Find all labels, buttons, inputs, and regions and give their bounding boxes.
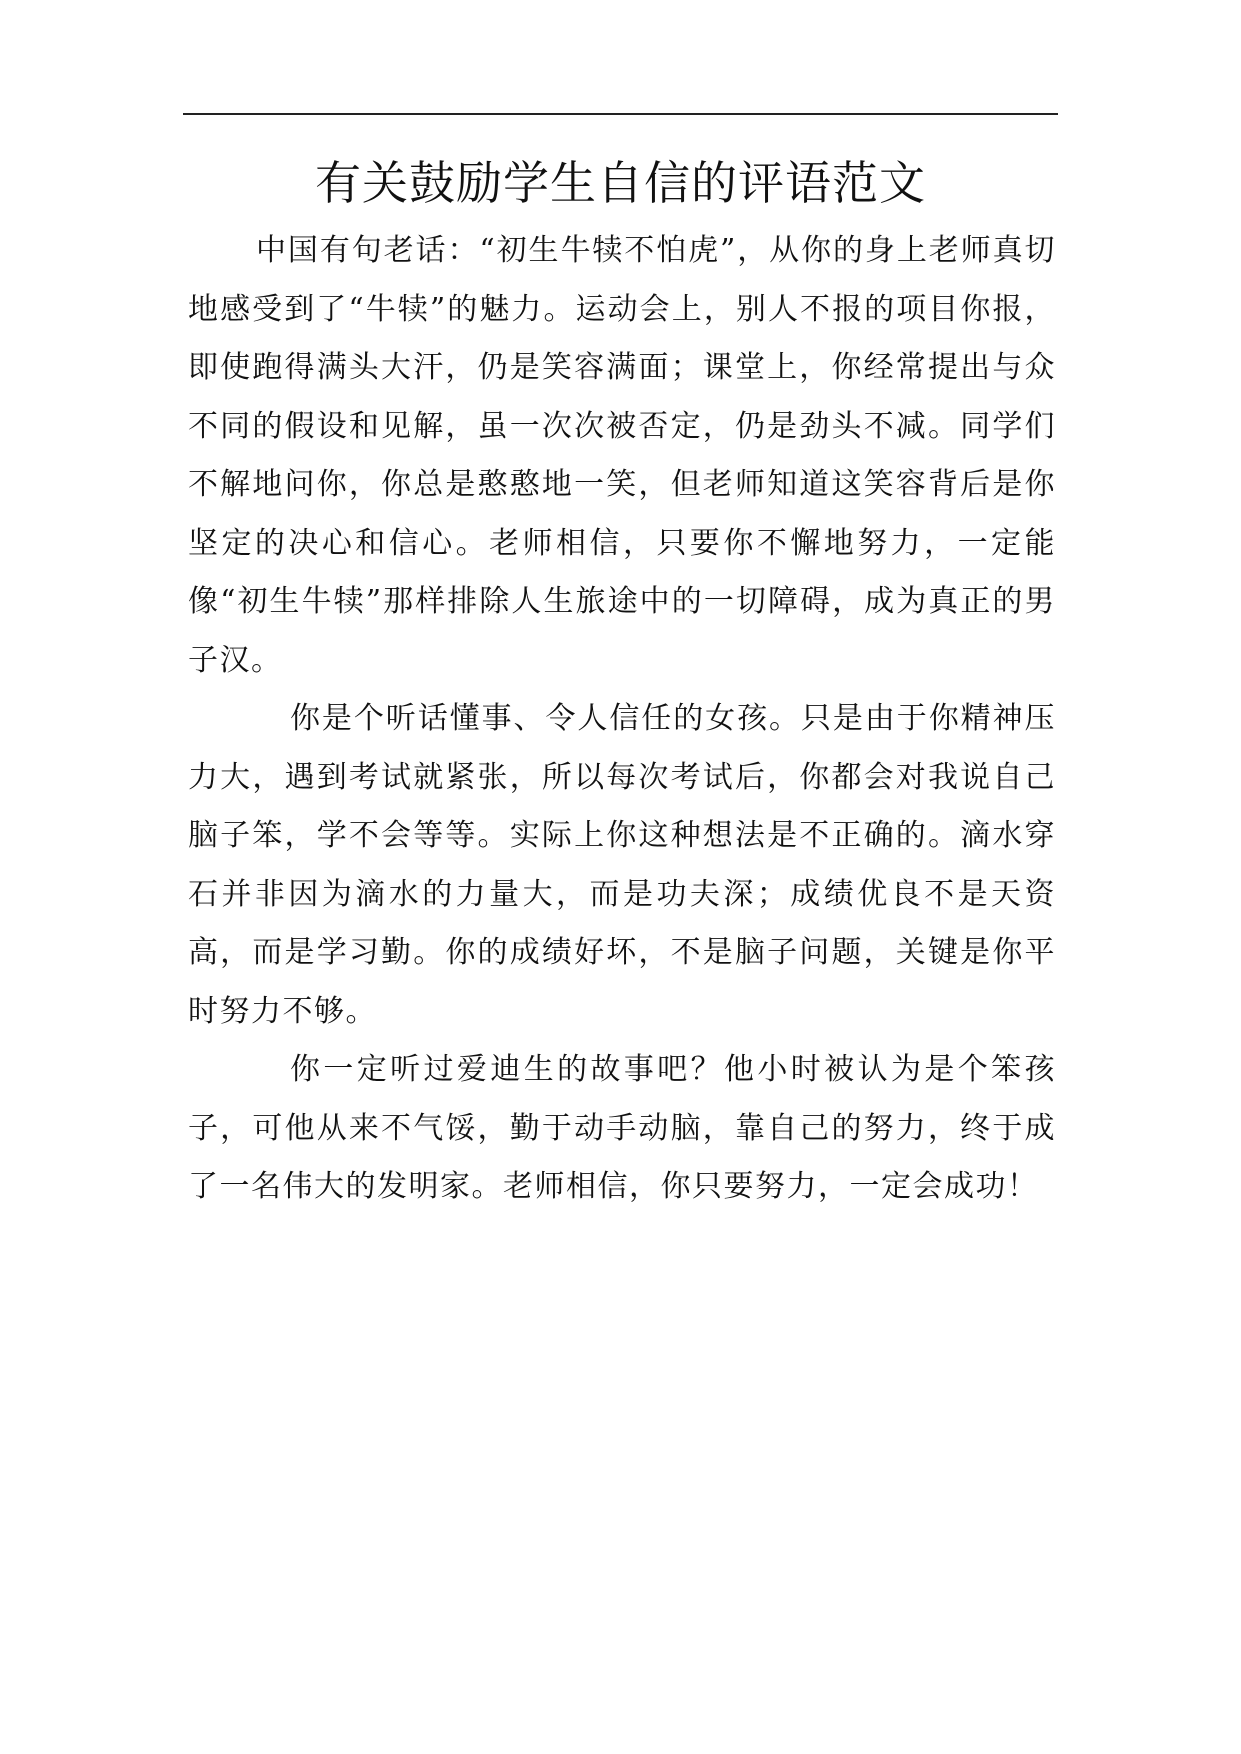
header-rule <box>183 113 1058 115</box>
paragraph-3: 你一定听过爱迪生的故事吧？他小时被认为是个笨孩子，可他从来不气馁，勤于动手动脑，靠自己的努力，终于成了一名伟大的发明家。老师相信，你只要努力，一定会成功！ <box>188 1052 1056 1204</box>
document-title: 有关鼓励学生自信的评语范文 <box>315 156 926 210</box>
document-body <box>188 222 1056 1217</box>
paragraph-1: 中国有句老话：“初生牛犊不怕虎”，从你的身上老师真切地感受到了“牛犊”的魅力。运动会上，别人不报的项目你报，即使跑得满头大汗，仍是笑容满面；课堂上，你经常提出与众不同的假设和见解，虽一次次被否定，仍是劲头不减。同学们不解地问你，你总是憨憨地一笑，但老师知道这笑容背后是你坚定的决心和信心。老师相信，只要你不懈地努力，一定能像“初生牛犊”那样排除人生旅途中的一切障碍，成为真正的男子汉。 <box>188 233 1056 678</box>
paragraph-2: 你是个听话懂事、令人信任的女孩。只是由于你精神压力大，遇到考试就紧张，所以每次考试后，你都会对我说自己脑子笨，学不会等等。实际上你这种想法是不正确的。滴水穿石并非因为滴水的力量大，而是功夫深；成绩优良不是天资高，而是学习勤。你的成绩好坏，不是脑子问题，关键是你平时努力不够。 <box>188 701 1056 1029</box>
